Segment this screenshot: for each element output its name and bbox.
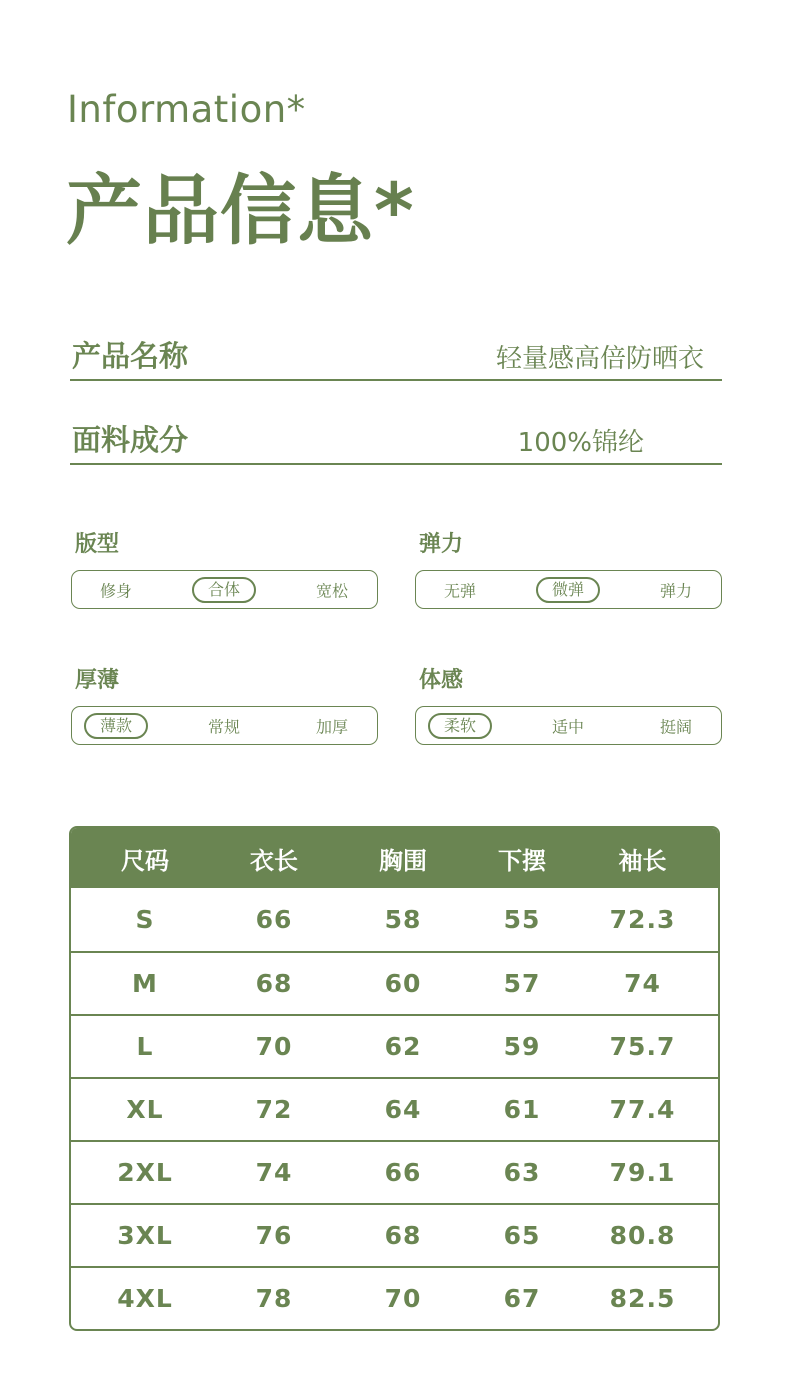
attr-fit-option: 修身 bbox=[99, 581, 133, 600]
table-cell: 68 bbox=[384, 1221, 422, 1250]
product-name-label: 产品名称 bbox=[72, 339, 189, 373]
attr-feel bbox=[415, 666, 722, 745]
table-cell: 74 bbox=[255, 1158, 293, 1187]
table-cell: 59 bbox=[503, 1032, 541, 1061]
table-row bbox=[71, 1014, 718, 1077]
table-header-cell: 胸围 bbox=[379, 846, 427, 875]
table-row bbox=[71, 951, 718, 1014]
table-header-cell: 尺码 bbox=[121, 846, 169, 875]
attr-elastic-option: 无弹 bbox=[443, 581, 477, 600]
attr-fit-option: 宽松 bbox=[315, 581, 349, 600]
fabric-value: 100%锦纶 bbox=[517, 428, 644, 458]
table-header-cell: 衣长 bbox=[250, 846, 298, 875]
attr-thickness-title: 厚薄 bbox=[75, 668, 120, 693]
attr-thickness-scale bbox=[71, 706, 378, 745]
attr-elastic bbox=[415, 530, 722, 609]
table-cell: 67 bbox=[503, 1284, 541, 1313]
table-cell: XL bbox=[126, 1095, 164, 1124]
table-cell: 79.1 bbox=[609, 1158, 676, 1187]
attr-fit bbox=[71, 530, 378, 609]
table-row bbox=[71, 1077, 718, 1140]
table-row bbox=[71, 1266, 718, 1329]
attr-elastic-option: 弹力 bbox=[659, 581, 693, 600]
table-cell: 72.3 bbox=[609, 905, 676, 934]
table-cell: 61 bbox=[503, 1095, 541, 1124]
table-cell: 70 bbox=[384, 1284, 422, 1313]
table-cell: 3XL bbox=[117, 1221, 173, 1250]
table-cell: 66 bbox=[384, 1158, 422, 1187]
table-cell: 77.4 bbox=[609, 1095, 676, 1124]
table-header-cell: 下摆 bbox=[498, 846, 546, 875]
table-header-cell: 袖长 bbox=[618, 846, 667, 875]
table-cell: 72 bbox=[255, 1095, 293, 1124]
attr-thickness-option: 常规 bbox=[207, 717, 241, 736]
attr-feel-title: 体感 bbox=[419, 668, 464, 693]
size-table bbox=[69, 826, 720, 1331]
product-name-row bbox=[70, 331, 722, 381]
table-body bbox=[71, 888, 718, 1329]
table-cell: 74 bbox=[624, 969, 661, 998]
attr-elastic-title: 弹力 bbox=[419, 532, 464, 557]
attr-thickness-option: 薄款 bbox=[84, 713, 148, 739]
attr-feel-scale bbox=[415, 706, 722, 745]
table-cell: 68 bbox=[255, 969, 293, 998]
attr-feel-option: 适中 bbox=[551, 717, 585, 736]
table-row bbox=[71, 1140, 718, 1203]
table-row bbox=[71, 1203, 718, 1266]
attr-feel-option: 柔软 bbox=[428, 713, 492, 739]
table-row bbox=[71, 888, 718, 951]
attr-elastic-option: 微弹 bbox=[536, 577, 600, 603]
table-cell: 80.8 bbox=[609, 1221, 676, 1250]
table-cell: 58 bbox=[384, 905, 422, 934]
table-cell: 55 bbox=[503, 905, 541, 934]
table-cell: 76 bbox=[255, 1221, 293, 1250]
subtitle-en: Information* bbox=[67, 88, 306, 131]
attr-elastic-scale bbox=[415, 570, 722, 609]
table-cell: 62 bbox=[384, 1032, 422, 1061]
attr-fit-option: 合体 bbox=[192, 577, 256, 603]
product-name-value: 轻量感高倍防晒衣 bbox=[495, 344, 704, 374]
table-cell: 57 bbox=[503, 969, 541, 998]
page-title: 产品信息* bbox=[66, 166, 415, 255]
attr-fit-scale bbox=[71, 570, 378, 609]
table-cell: 82.5 bbox=[609, 1284, 676, 1313]
attr-thickness-option: 加厚 bbox=[315, 717, 349, 736]
table-cell: M bbox=[132, 969, 158, 998]
fabric-label: 面料成分 bbox=[72, 423, 189, 457]
table-header bbox=[71, 828, 718, 888]
table-cell: 63 bbox=[503, 1158, 541, 1187]
table-cell: 75.7 bbox=[609, 1032, 676, 1061]
attr-thickness bbox=[71, 666, 378, 745]
table-cell: 60 bbox=[384, 969, 422, 998]
table-cell: S bbox=[135, 905, 155, 934]
table-cell: 78 bbox=[255, 1284, 293, 1313]
table-cell: 65 bbox=[503, 1221, 541, 1250]
table-cell: 66 bbox=[255, 905, 293, 934]
table-cell: L bbox=[136, 1032, 154, 1061]
attr-feel-option: 挺阔 bbox=[659, 717, 693, 736]
table-cell: 64 bbox=[384, 1095, 422, 1124]
attr-fit-title: 版型 bbox=[75, 532, 120, 557]
table-cell: 70 bbox=[255, 1032, 293, 1061]
fabric-row bbox=[70, 415, 722, 465]
table-cell: 2XL bbox=[117, 1158, 173, 1187]
table-cell: 4XL bbox=[117, 1284, 173, 1313]
